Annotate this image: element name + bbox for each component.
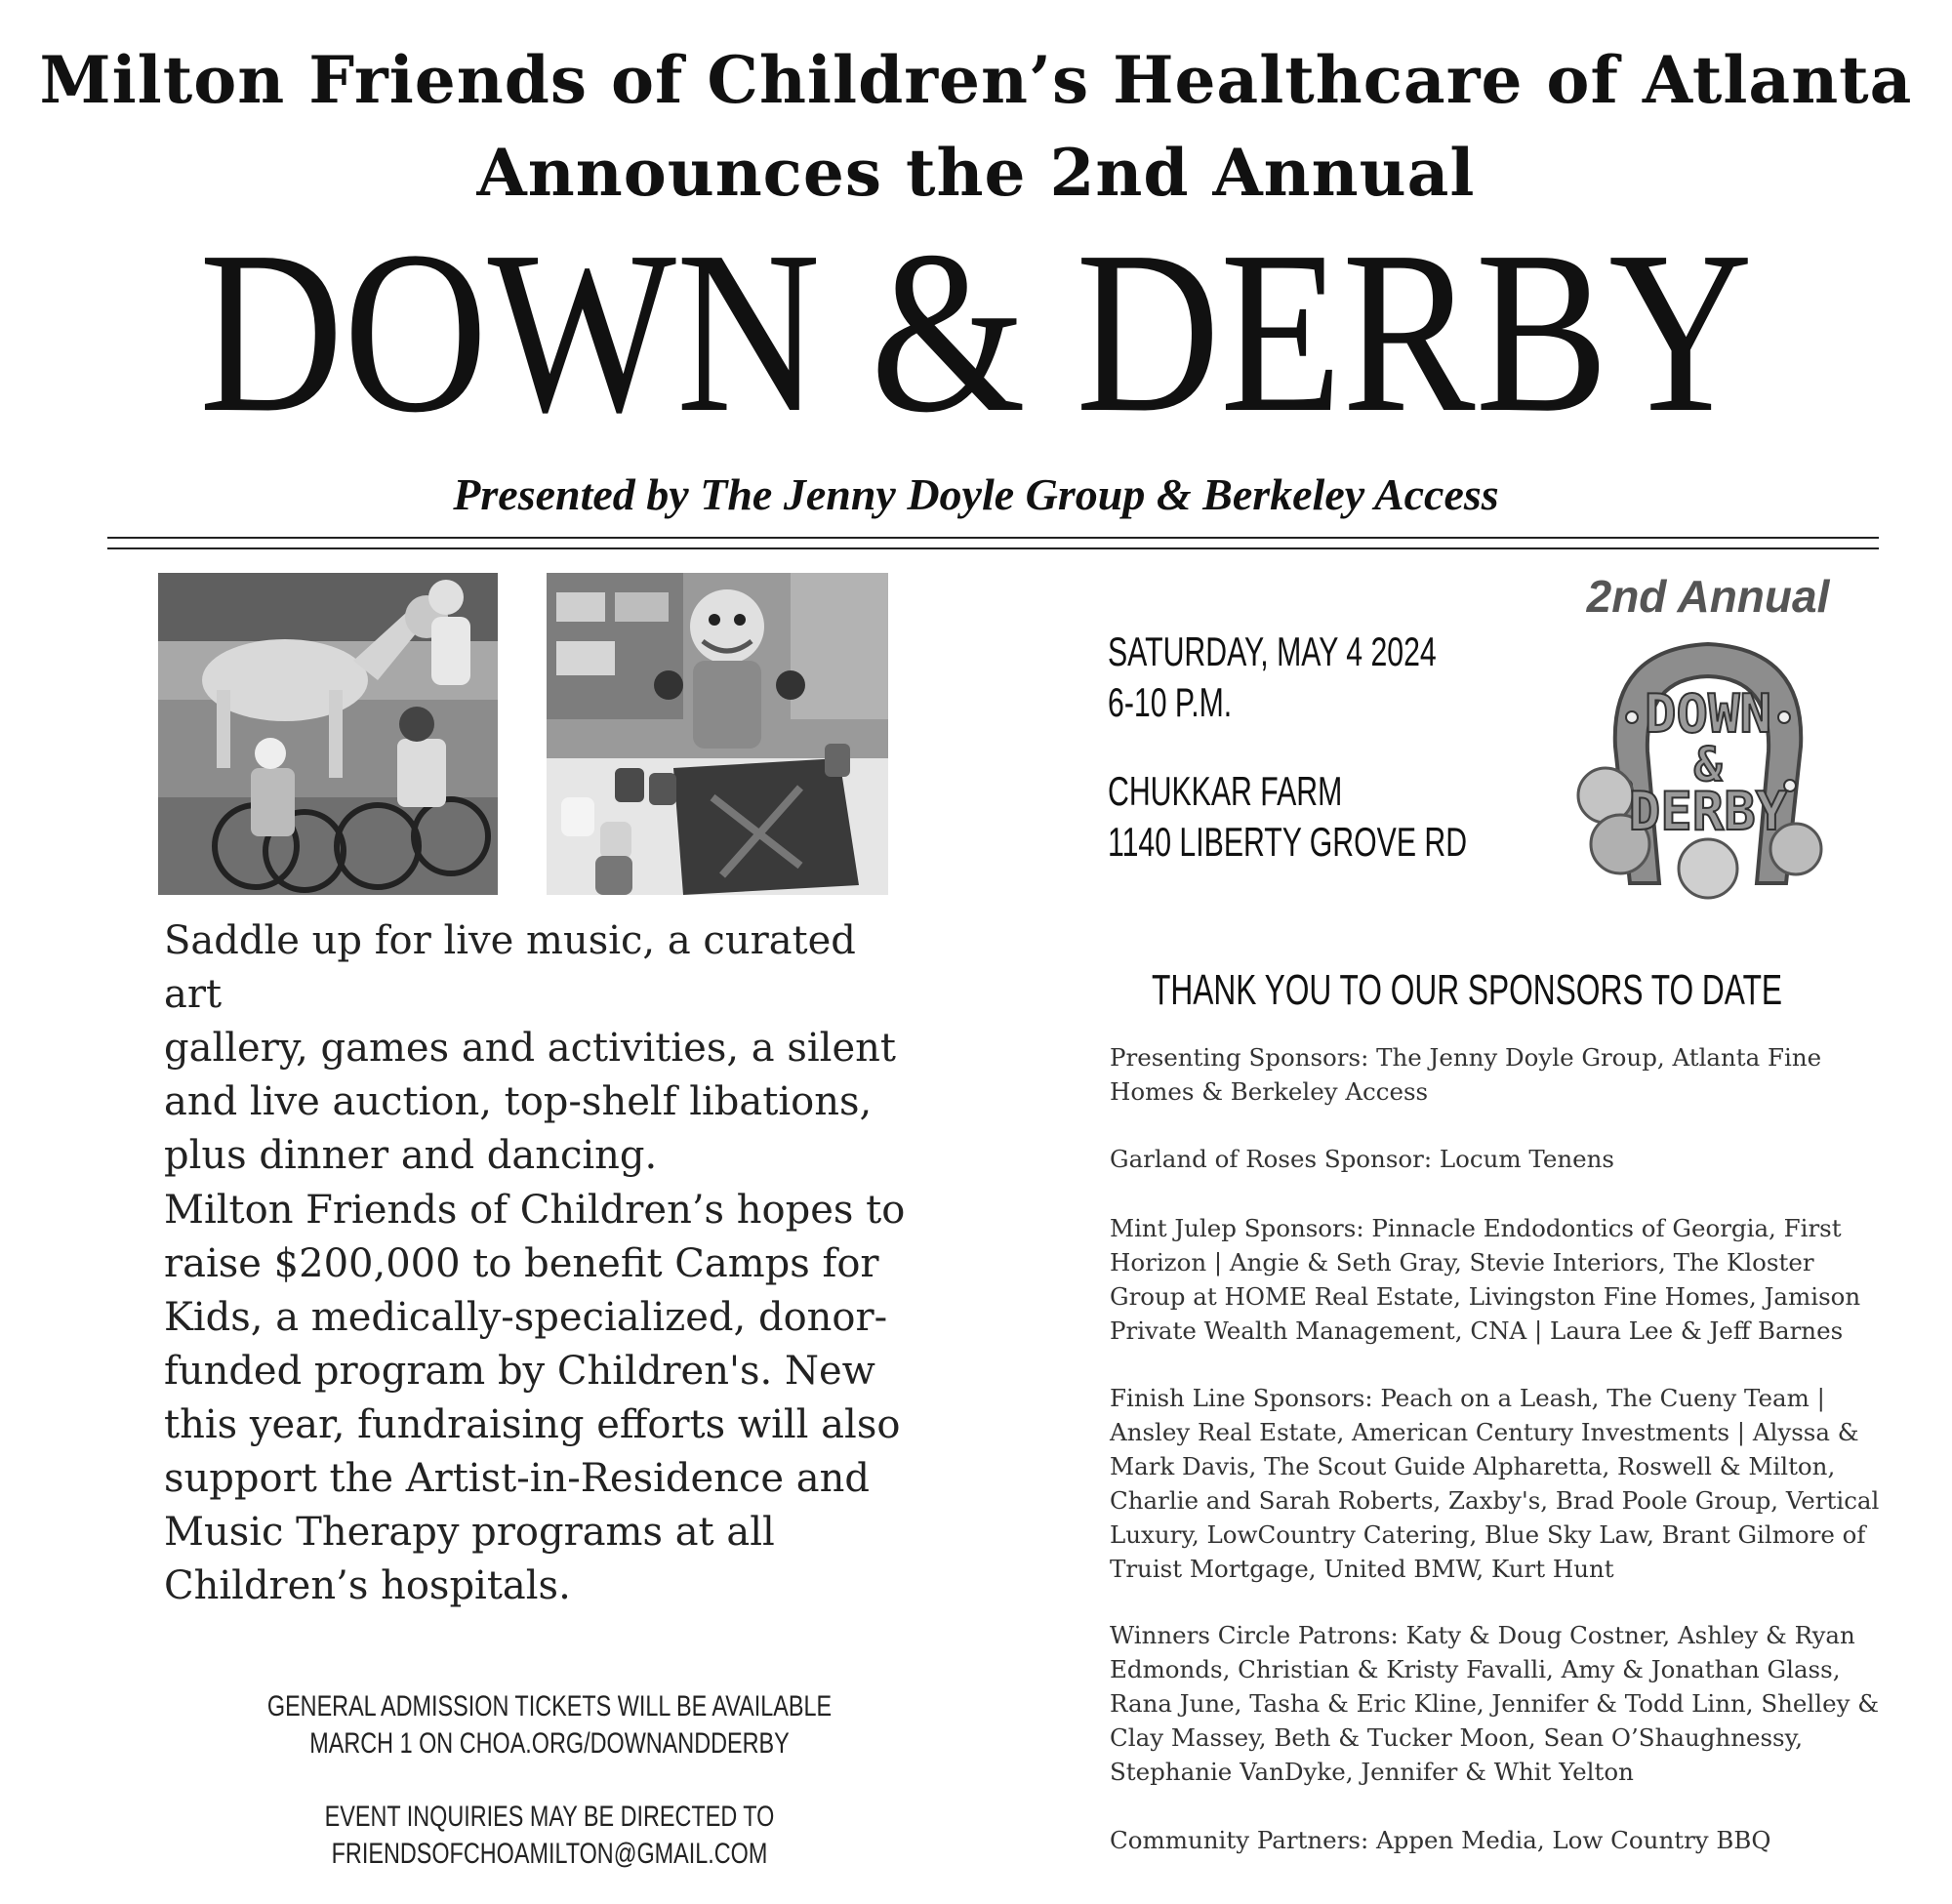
inquiries-line: EVENT INQUIRIES MAY BE DIRECTED TO: [324, 1801, 775, 1833]
sponsors-heading: THANK YOU TO OUR SPONSORS TO DATE: [1152, 966, 1783, 1014]
event-venue: CHUKKAR FARM: [1108, 768, 1343, 814]
event-date: SATURDAY, MAY 4 2024: [1108, 628, 1437, 674]
sponsor-line: Group at HOME Real Estate, Livingston Fine Homes, Jamison: [1110, 1282, 1861, 1311]
sponsor-line: Stephanie VanDyke, Jennifer & Whit Yelton: [1110, 1758, 1634, 1786]
paragraph-2-line: this year, fundraising efforts will also: [164, 1402, 901, 1447]
horse-and-wheelchair-photo: [158, 573, 498, 895]
header-line-1: Milton Friends of Children’s Healthcare of Atlanta: [39, 42, 1913, 118]
sponsor-line: Garland of Roses Sponsor: Locum Tenens: [1110, 1145, 1615, 1173]
finish-line-sponsors: [1110, 1381, 1891, 1586]
description-paragraph-1: [164, 914, 925, 1183]
event-address: 1140 LIBERTY GROVE RD: [1108, 819, 1468, 865]
paragraph-2-line: raise $200,000 to benefit Camps for: [164, 1241, 879, 1286]
event-date-block: [1108, 627, 1437, 728]
mint-julep-sponsors: [1110, 1211, 1891, 1348]
sponsor-line: Homes & Berkeley Access: [1110, 1077, 1429, 1106]
inquiries-email: FRIENDSOFCHOAMILTON@GMAIL.COM: [331, 1838, 768, 1870]
event-time: 6-10 P.M.: [1108, 679, 1233, 725]
sponsor-line: Presenting Sponsors: The Jenny Doyle Group, Atlanta Fine: [1110, 1043, 1822, 1072]
community-partners: [1110, 1823, 1891, 1857]
sponsor-line: Mark Davis, The Scout Guide Alpharetta, Roswell & Milton,: [1110, 1452, 1836, 1480]
tickets-line: MARCH 1 ON CHOA.ORG/DOWNANDDERBY: [309, 1727, 790, 1760]
paragraph-1-line: gallery, games and activities, a silent: [164, 1026, 896, 1071]
logo-annual: 2nd Annual: [1586, 571, 1830, 622]
down-and-derby-logo: [1562, 571, 1854, 903]
paragraph-2-line: support the Artist-in-Residence and: [164, 1456, 870, 1501]
paragraph-1-line: Saddle up for live music, a curated art: [164, 918, 856, 1017]
paragraph-2-line: Milton Friends of Children’s hopes to: [164, 1188, 906, 1233]
tickets-notice: [249, 1688, 850, 1762]
horseshoe-logo-icon: [1562, 571, 1854, 903]
sponsor-line: Private Wealth Management, CNA | Laura Lee & Jeff Barnes: [1110, 1317, 1844, 1345]
presenting-sponsors: [1110, 1040, 1891, 1109]
presented-by: Presented by The Jenny Doyle Group & Berkeley Access: [453, 469, 1499, 519]
header-line-2: Announces the 2nd Annual: [476, 135, 1476, 211]
sponsor-line: Truist Mortgage, United BMW, Kurt Hunt: [1110, 1555, 1614, 1583]
painting-photo-icon: [547, 573, 888, 895]
sponsor-line: Community Partners: Appen Media, Low Country BBQ: [1110, 1826, 1771, 1854]
inquiries-notice: [249, 1799, 850, 1873]
paragraph-2-line: Kids, a medically-specialized, donor-: [164, 1295, 888, 1340]
sponsor-line: Luxury, LowCountry Catering, Blue Sky Law, Brant Gilmore of: [1110, 1520, 1866, 1549]
sponsor-line: Charlie and Sarah Roberts, Zaxby's, Brad Poole Group, Vertical: [1110, 1486, 1880, 1515]
paragraph-1-line: and live auction, top-shelf libations,: [164, 1079, 873, 1124]
tickets-line: GENERAL ADMISSION TICKETS WILL BE AVAILABLE: [266, 1690, 833, 1722]
paragraph-2-line: funded program by Children's. New: [164, 1349, 875, 1394]
sponsor-line: Rana June, Tasha & Eric Kline, Jennifer & Todd Linn, Shelley &: [1110, 1689, 1880, 1718]
sponsor-line: Winners Circle Patrons: Katy & Doug Costner, Ashley & Ryan: [1110, 1621, 1855, 1649]
sponsor-line: Finish Line Sponsors: Peach on a Leash, The Cueny Team |: [1110, 1384, 1825, 1412]
divider-top: [107, 537, 1879, 539]
sponsor-line: Horizon | Angie & Seth Gray, Stevie Interiors, The Kloster: [1110, 1248, 1814, 1276]
sponsor-line: Mint Julep Sponsors: Pinnacle Endodontics of Georgia, First: [1110, 1214, 1842, 1242]
garland-sponsor: [1110, 1142, 1891, 1176]
event-title: DOWN & DERBY: [199, 204, 1753, 461]
divider-bottom: [107, 547, 1879, 549]
sponsor-line: Clay Massey, Beth & Tucker Moon, Sean O’Shaughnessy,: [1110, 1723, 1803, 1752]
description-paragraph-2: [164, 1184, 925, 1613]
paragraph-1-line: plus dinner and dancing.: [164, 1133, 658, 1178]
event-location-block: [1108, 766, 1467, 868]
child-painting-photo: [547, 573, 888, 895]
paragraph-2-line: Music Therapy programs at all: [164, 1510, 775, 1555]
logo-word-derby: DERBY: [1628, 781, 1788, 842]
logo-ampersand: &: [1693, 738, 1723, 792]
sponsor-line: Edmonds, Christian & Kristy Favalli, Amy & Jonathan Glass,: [1110, 1655, 1841, 1683]
winners-circle-patrons: [1110, 1618, 1891, 1789]
horse-photo-icon: [158, 573, 498, 895]
logo-word-down: DOWN: [1644, 683, 1772, 745]
sponsor-line: Ansley Real Estate, American Century Investments | Alyssa &: [1110, 1418, 1859, 1446]
paragraph-2-line: Children’s hospitals.: [164, 1563, 571, 1608]
